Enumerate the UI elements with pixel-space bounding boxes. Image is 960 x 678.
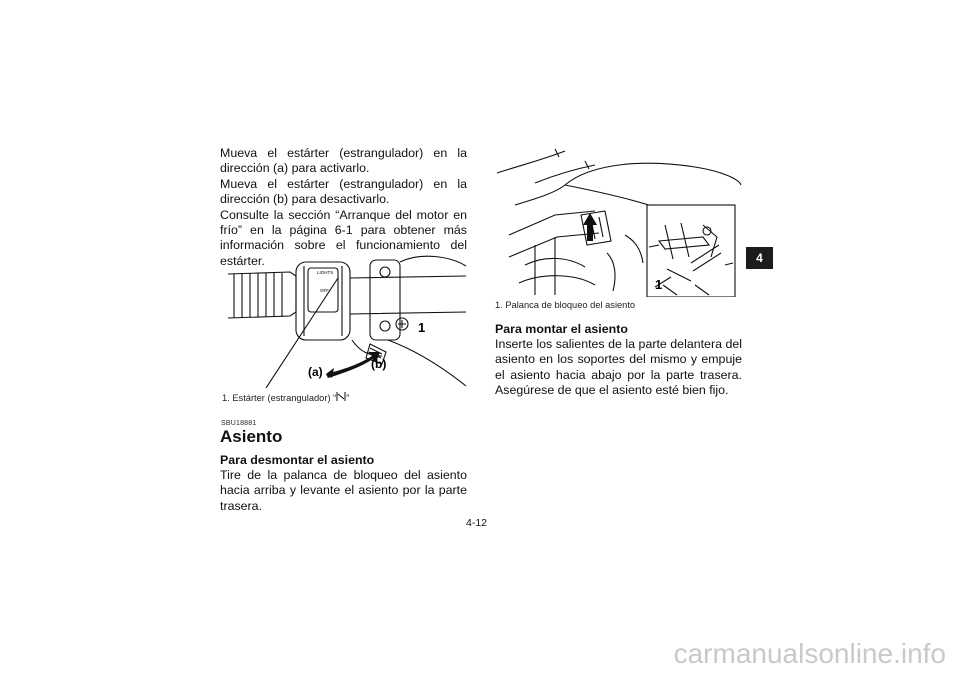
- intro-line-2: Mueva el estárter (estrangulador) en la dirección (b) para desactivarlo.: [220, 176, 467, 207]
- seat-lock-figure: [495, 145, 745, 297]
- caption-suffix: ”: [346, 393, 350, 403]
- intro-line-3: Consulte la sección “Arranque del motor en frío” en la página 6-1 para obtener más información sobre el funcionamiento del estárter.: [220, 207, 467, 268]
- choke-symbol-icon: [336, 392, 346, 403]
- remove-seat-subheading: Para desmontar el asiento: [220, 453, 375, 467]
- caption-number: 1.: [222, 393, 230, 403]
- chapter-tab: 4: [746, 247, 773, 269]
- watermark: carmanualsonline.info: [673, 638, 946, 669]
- handlebar-choke-figure: [220, 252, 468, 388]
- label-b: (b): [371, 357, 387, 371]
- seat-caption-text: Palanca de bloqueo del asiento: [505, 300, 636, 310]
- label-a: (a): [308, 365, 323, 379]
- intro-paragraphs: [220, 146, 467, 269]
- install-seat-subheading: Para montar el asiento: [495, 322, 628, 336]
- caption-text: Estárter (estrangulador) “: [232, 393, 337, 403]
- figure-caption-seat-lock: [495, 300, 742, 310]
- switch-off-label: OFF: [320, 288, 329, 293]
- seat-figure-callout-1: 1: [655, 277, 663, 292]
- remove-seat-body: Tire de la palanca de bloqueo del asiento hacia arriba y levante el asiento por la parte trasera.: [220, 468, 467, 513]
- figure-caption-choke: [222, 392, 467, 403]
- figure-callout-1: 1: [418, 320, 426, 335]
- seat-caption-number: 1.: [495, 300, 503, 310]
- section-code: SBU18881: [221, 420, 257, 427]
- section-title: Asiento: [220, 427, 283, 446]
- intro-line-1: Mueva el estárter (estrangulador) en la dirección (a) para activarlo.: [220, 146, 467, 176]
- switch-lights-label: LIGHTS: [317, 270, 334, 275]
- page-number: 4-12: [466, 517, 488, 529]
- install-seat-body: Inserte los salientes de la parte delantera del asiento en los soportes del mismo y empuje el asiento hacia abajo por la parte trasera. Asegúrese de que el asiento esté bien fijo.: [495, 337, 742, 398]
